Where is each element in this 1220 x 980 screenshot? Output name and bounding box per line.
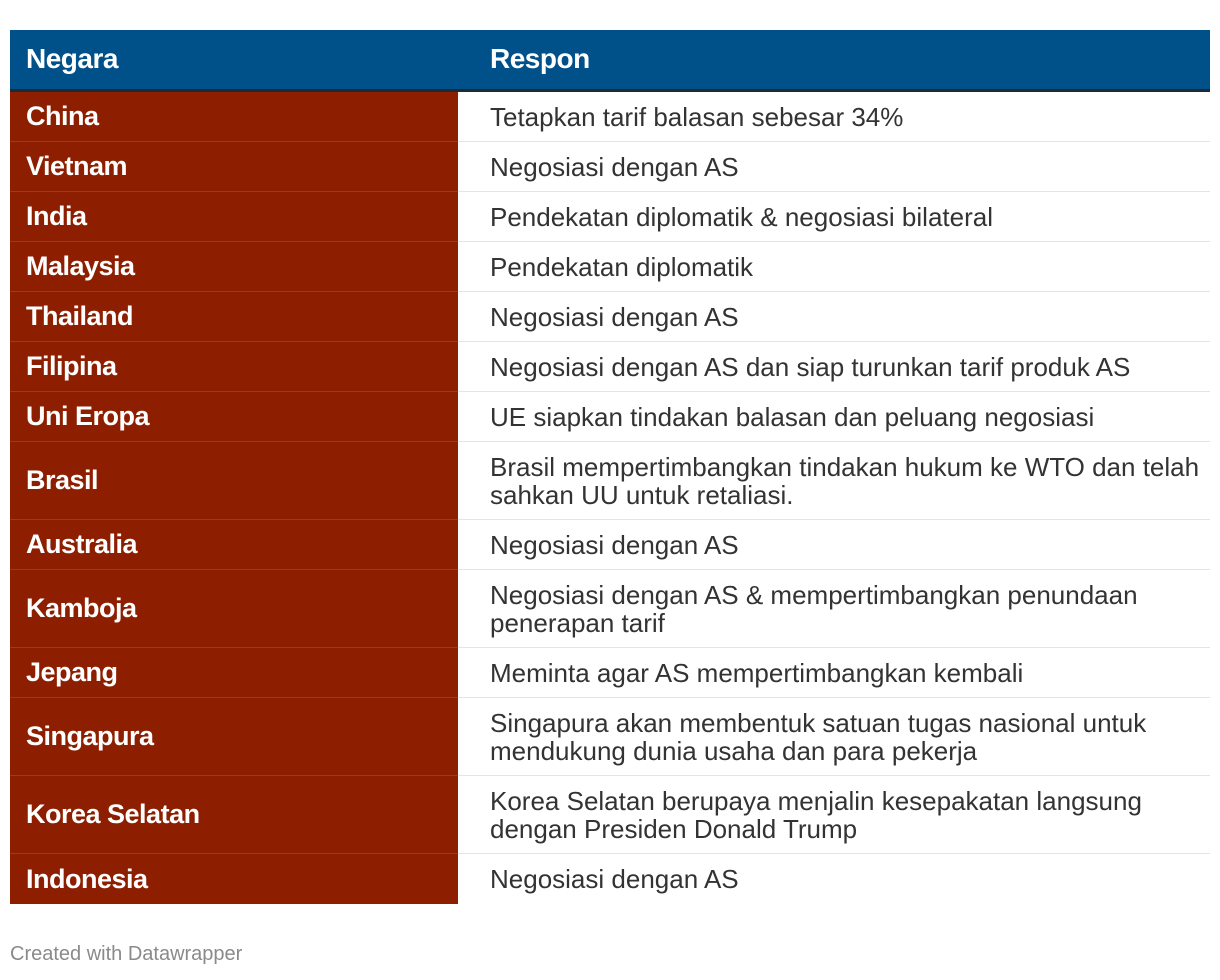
table-row bbox=[10, 570, 1210, 648]
country-cell: Kamboja bbox=[10, 570, 458, 648]
country-cell: China bbox=[10, 92, 458, 142]
table-row bbox=[10, 698, 1210, 776]
response-cell: Negosiasi dengan AS bbox=[490, 864, 739, 894]
response-cell: Negosiasi dengan AS bbox=[458, 292, 1210, 342]
response-cell: Negosiasi dengan AS bbox=[458, 142, 1210, 192]
response-table bbox=[10, 30, 1210, 904]
table-row bbox=[10, 292, 1210, 342]
table-header bbox=[10, 30, 1210, 92]
table-row bbox=[10, 520, 1210, 570]
table-row bbox=[10, 776, 1210, 854]
country-cell: Filipina bbox=[10, 342, 458, 392]
country-cell: Jepang bbox=[10, 648, 458, 698]
table-row bbox=[10, 392, 1210, 442]
country-cell: Malaysia bbox=[10, 242, 458, 292]
table-row bbox=[10, 142, 1210, 192]
table-row bbox=[10, 648, 1210, 698]
response-cell: Singapura akan membentuk satuan tugas nasional untuk mendukung dunia usaha dan para pekerja bbox=[458, 698, 1210, 776]
country-cell: Singapura bbox=[10, 698, 458, 776]
column-header-response: Respon bbox=[490, 43, 590, 74]
table-row bbox=[10, 92, 1210, 142]
country-cell: Indonesia bbox=[10, 854, 458, 904]
country-cell: Brasil bbox=[10, 442, 458, 520]
response-cell: Tetapkan tarif balasan sebesar 34% bbox=[458, 92, 1210, 142]
country-cell: Korea Selatan bbox=[10, 776, 458, 854]
country-cell: Thailand bbox=[10, 292, 458, 342]
response-cell: Negosiasi dengan AS dan siap turunkan tarif produk AS bbox=[458, 342, 1210, 392]
table-row bbox=[10, 192, 1210, 242]
response-cell: Brasil mempertimbangkan tindakan hukum ke WTO dan telah sahkan UU untuk retaliasi. bbox=[458, 442, 1210, 520]
country-cell: Uni Eropa bbox=[10, 392, 458, 442]
table-row bbox=[10, 854, 1210, 904]
table-row bbox=[10, 242, 1210, 292]
response-cell: Pendekatan diplomatik bbox=[458, 242, 1210, 292]
response-cell: Meminta agar AS mempertimbangkan kembali bbox=[458, 648, 1210, 698]
response-cell: UE siapkan tindakan balasan dan peluang negosiasi bbox=[458, 392, 1210, 442]
response-cell: Negosiasi dengan AS bbox=[458, 520, 1210, 570]
country-cell: India bbox=[10, 192, 458, 242]
table-row bbox=[10, 342, 1210, 392]
column-header-country: Negara bbox=[26, 43, 118, 74]
response-cell: Korea Selatan berupaya menjalin kesepakatan langsung dengan Presiden Donald Trump bbox=[458, 776, 1210, 854]
country-cell: Australia bbox=[10, 520, 458, 570]
response-cell: Negosiasi dengan AS & mempertimbangkan penundaan penerapan tarif bbox=[458, 570, 1210, 648]
datawrapper-credit[interactable]: Created with Datawrapper bbox=[10, 943, 243, 965]
response-cell: Pendekatan diplomatik & negosiasi bilateral bbox=[458, 192, 1210, 242]
country-cell: Vietnam bbox=[10, 142, 458, 192]
table-row bbox=[10, 442, 1210, 520]
